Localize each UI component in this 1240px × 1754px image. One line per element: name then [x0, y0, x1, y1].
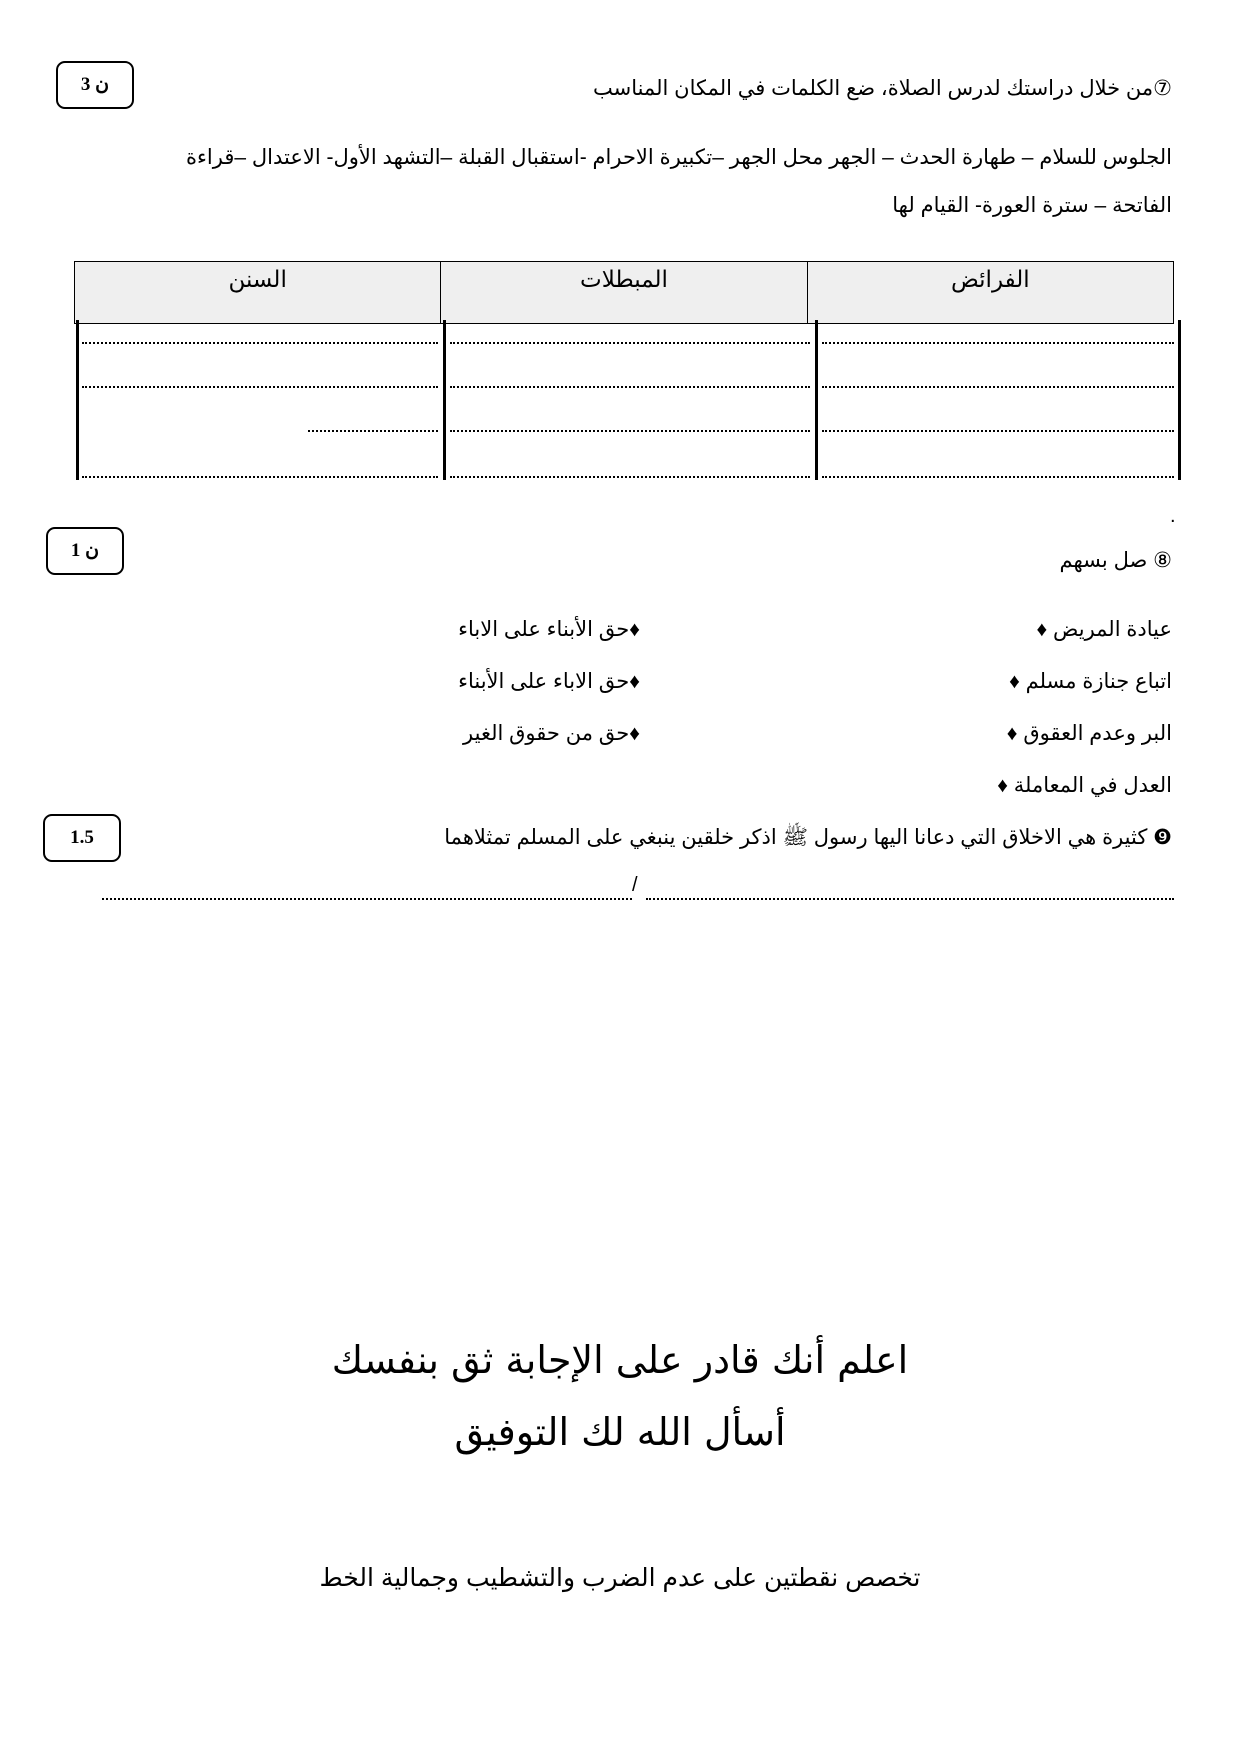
q7-prompt: ⑦من خلال دراستك لدرس الصلاة، ضع الكلمات في المكان المناسب [592, 77, 1172, 100]
q9-separator: / [632, 874, 638, 896]
q8-left-item[interactable]: عيادة المريض ♦ [1036, 618, 1172, 641]
q7-answer-line[interactable] [82, 476, 438, 478]
q8-right-item[interactable]: ♦حق من حقوق الغير [463, 722, 640, 745]
q7-score-box: 3 ن [56, 61, 134, 109]
q7-rule-mid2 [815, 320, 818, 480]
q7-header-faraid: الفرائض [807, 262, 1173, 324]
q7-rule-mid1 [443, 320, 446, 480]
q7-answer-line[interactable] [450, 386, 810, 388]
q7-answer-line[interactable] [822, 342, 1174, 344]
q8-left-item[interactable]: اتباع جنازة مسلم ♦ [1009, 670, 1172, 693]
q7-answer-line[interactable] [308, 430, 438, 432]
q8-prompt: ⑧ صل بسهم [1059, 549, 1172, 572]
closing-encouragement: اعلم أنك قادر على الإجابة ثق بنفسك [331, 1338, 909, 1382]
q7-answer-line[interactable] [82, 386, 438, 388]
q8-right-item[interactable]: ♦حق الأبناء على الاباء [458, 618, 640, 641]
q7-header-sunan: السنن [75, 262, 441, 324]
q7-answer-line[interactable] [450, 342, 810, 344]
q9-answer-line-left[interactable] [102, 898, 632, 900]
closing-note: تخصص نقطتين على عدم الضرب والتشطيب وجمالية الخط [319, 1564, 921, 1592]
q7-answer-line[interactable] [822, 476, 1174, 478]
q9-prompt: ❾ كثيرة هي الاخلاق التي دعانا اليها رسول ﷺ اذكر خلقين ينبغي على المسلم تمثلاهما [444, 826, 1172, 849]
q7-answer-line[interactable] [82, 342, 438, 344]
q7-rule-left [76, 320, 79, 480]
q7-answer-line[interactable] [450, 430, 810, 432]
q7-rule-right [1178, 320, 1181, 480]
q7-header-mubtilat: المبطلات [441, 262, 807, 324]
q9-answer-line-right[interactable] [646, 898, 1174, 900]
q7-word-bank-line1: الجلوس للسلام – طهارة الحدث – الجهر محل الجهر –تكبيرة الاحرام -استقبال القبلة –التشهد الأول- الاعتدال –قراءة [186, 146, 1172, 169]
q8-right-item[interactable]: ♦حق الاباء على الأبناء [458, 670, 640, 693]
q7-word-bank [62, 134, 1172, 230]
q7-answer-line[interactable] [822, 430, 1174, 432]
stray-dot: . [1170, 505, 1176, 527]
closing-prayer: أسأل الله لك التوفيق [454, 1410, 786, 1454]
q8-left-item[interactable]: العدل في المعاملة ♦ [997, 774, 1172, 797]
q9-score-box: 1.5 [43, 814, 121, 862]
q8-left-item[interactable]: البر وعدم العقوق ♦ [1006, 722, 1172, 745]
q7-answer-line[interactable] [450, 476, 810, 478]
q7-answer-line[interactable] [822, 386, 1174, 388]
q7-classification-table [74, 261, 1174, 324]
q8-score-box: 1 ن [46, 527, 124, 575]
q7-table-header-row [75, 262, 1174, 324]
q7-word-bank-line2: الفاتحة – سترة العورة- القيام لها [892, 194, 1172, 217]
